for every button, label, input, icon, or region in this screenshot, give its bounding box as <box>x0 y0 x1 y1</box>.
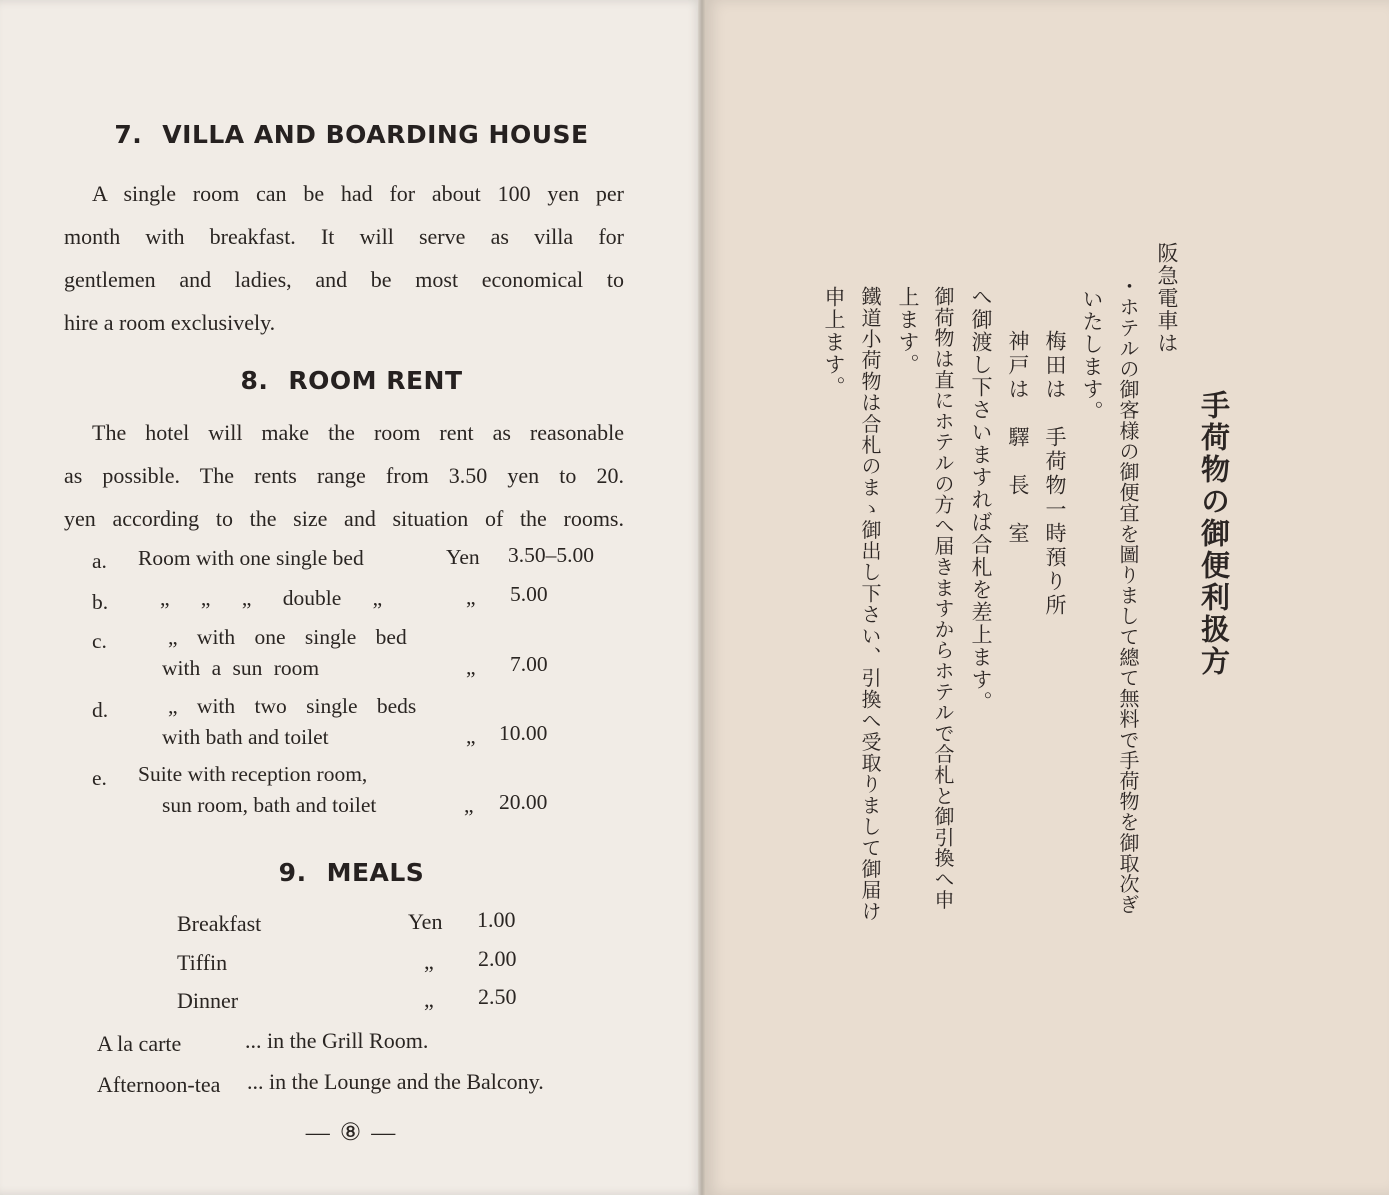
section-7-line: hire a room exclusively. <box>64 310 276 335</box>
section-8-title: ROOM RENT <box>288 366 463 395</box>
section-7-title: VILLA AND BOARDING HOUSE <box>162 120 589 149</box>
section-8-line: The hotel will make the room rent as reasonable <box>92 420 624 445</box>
section-7-line: gentlemen and ladies, and be most economical to <box>64 267 624 292</box>
rent-item-letter: b. <box>92 590 109 614</box>
rent-item-description: Suite with reception room, <box>138 762 368 786</box>
meal-name: Dinner <box>177 988 239 1013</box>
note-text: ... in the Lounge and the Balcony. <box>247 1069 544 1094</box>
section-9-number: 9. <box>278 858 307 887</box>
japanese-column: へ御渡し下さいますれば合札を差上ます。 <box>969 286 993 714</box>
rent-item-letter: d. <box>92 698 109 722</box>
section-9-title: MEALS <box>326 858 425 887</box>
section-8-line: yen according to the size and situation of the rooms. <box>64 506 624 531</box>
rent-item-price: 5.00 <box>510 582 548 606</box>
rent-item-currency: „ <box>466 655 476 679</box>
rent-item-price: 10.00 <box>499 721 548 745</box>
section-8-line: as possible. The rents range from 3.50 yen to 20. <box>64 463 624 488</box>
note-label: A la carte <box>97 1031 182 1056</box>
meal-name: Breakfast <box>177 911 262 936</box>
section-7-number: 7. <box>114 120 143 149</box>
rent-item-description: Room with one single bed <box>138 546 364 570</box>
japanese-title: 手荷物の御便利扱方 <box>1197 390 1231 678</box>
page-number: — ⑧ — <box>305 1120 398 1146</box>
section-8-number: 8. <box>240 366 269 395</box>
section-7-heading <box>0 120 703 149</box>
meal-price: 2.50 <box>478 984 517 1009</box>
rent-item-description: „ with two single beds <box>168 694 417 718</box>
note-text: ... in the Grill Room. <box>245 1028 429 1053</box>
rent-item-price: 20.00 <box>499 790 548 814</box>
meal-currency: „ <box>424 987 434 1012</box>
japanese-column: 申上ます。 <box>822 286 846 399</box>
japanese-column: 阪急電車は <box>1155 242 1179 355</box>
japanese-column: ・ホテルの御客様の御便宜を圖りまして總て無料で手荷物を御取次ぎ <box>1116 276 1140 915</box>
japanese-column: 神戸は 驛 長 室 <box>1006 330 1030 546</box>
rent-item-letter: e. <box>92 766 107 790</box>
meal-name: Tiffin <box>177 950 228 975</box>
rent-item-currency: „ <box>466 724 476 748</box>
section-9-heading <box>0 858 703 887</box>
japanese-column: 上ます。 <box>896 286 920 376</box>
book-gutter <box>698 0 706 1195</box>
meal-currency: „ <box>424 949 434 974</box>
section-8-paragraph <box>64 411 624 540</box>
section-7-line: month with breakfast. It will serve as villa for <box>64 224 624 249</box>
japanese-column: 御荷物は直にホテルの方へ届きますからホテルで合札と御引換へ申 <box>931 286 955 910</box>
japanese-column: 鐵道小荷物は合札のまゝ御出し下さい、引換へ受取りまして御届け <box>858 286 882 922</box>
rent-item-price: 3.50–5.00 <box>508 543 594 567</box>
rent-item-currency: „ <box>466 585 476 609</box>
section-7-paragraph <box>64 172 624 344</box>
rent-item-description-2: with a sun room <box>162 656 320 680</box>
meal-price: 2.00 <box>478 946 517 971</box>
rent-item-description-2: sun room, bath and toilet <box>162 793 377 817</box>
rent-item-description: „ with one single bed <box>168 625 407 649</box>
rent-item-currency: „ <box>464 793 474 817</box>
rent-item-letter: c. <box>92 629 107 653</box>
rent-item-letter: a. <box>92 549 107 573</box>
section-7-line: A single room can be had for about 100 yen per <box>92 181 624 206</box>
rent-item-description: „ „ „ double „ <box>160 586 383 610</box>
note-label: Afternoon-tea <box>97 1072 221 1097</box>
japanese-column: 梅田は 手荷物一時預り所 <box>1043 330 1067 618</box>
japanese-column: いたします。 <box>1080 288 1104 423</box>
meal-price: 1.00 <box>477 907 516 932</box>
rent-item-currency: Yen <box>446 545 480 569</box>
meal-currency: Yen <box>408 909 443 934</box>
section-8-heading <box>0 366 703 395</box>
rent-item-price: 7.00 <box>510 652 548 676</box>
rent-item-description-2: with bath and toilet <box>162 725 329 749</box>
